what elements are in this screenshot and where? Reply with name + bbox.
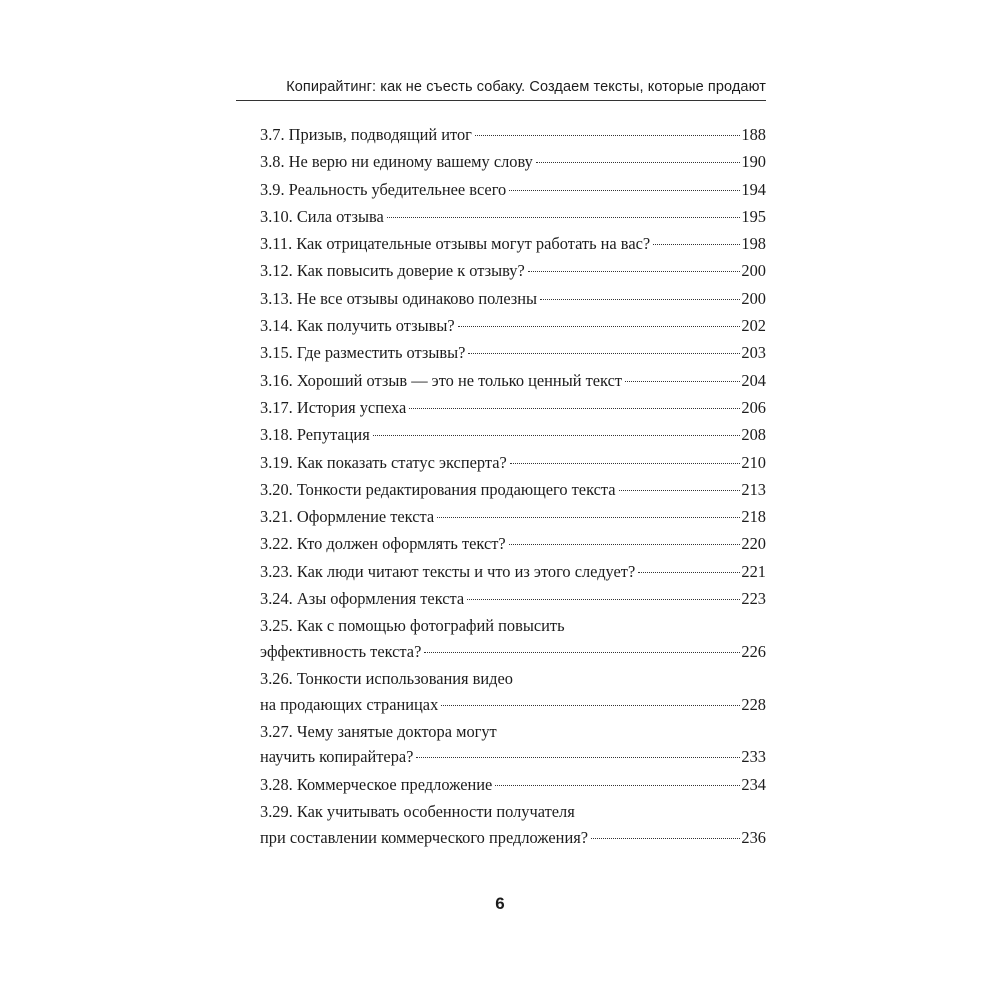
toc-entry-title: 3.20. Тонкости редактирования продающего текста	[260, 479, 616, 499]
toc-entry-line	[260, 586, 766, 612]
toc-entry	[260, 395, 766, 421]
dot-leader	[437, 517, 740, 518]
toc-entry	[260, 450, 766, 476]
toc-entry-title: эффективность текста?	[260, 641, 422, 661]
toc-entry-line	[260, 504, 766, 530]
toc-entry	[260, 504, 766, 530]
toc-entry-line	[260, 559, 766, 585]
dot-leader	[509, 544, 741, 545]
toc-entry-line	[260, 231, 766, 257]
toc-entry-page-number: 203	[741, 343, 766, 363]
toc-entry-title: 3.22. Кто должен оформлять текст?	[260, 534, 506, 554]
dot-leader	[373, 435, 741, 436]
dot-leader	[468, 353, 740, 354]
toc-entry-page-number: 226	[741, 641, 766, 661]
dot-leader	[467, 599, 740, 600]
toc-entry-page-number: 198	[741, 234, 766, 254]
toc-entry	[260, 286, 766, 312]
toc-entry-title: 3.24. Азы оформления текста	[260, 589, 465, 609]
toc-entry	[260, 719, 766, 770]
toc-entry-page-number: 221	[741, 561, 766, 581]
dot-leader	[387, 217, 741, 218]
toc-entry	[260, 204, 766, 230]
toc-entry-line	[260, 422, 766, 448]
dot-leader	[540, 299, 740, 300]
toc-entry-page-number: 233	[741, 747, 766, 767]
toc-entry-title: 3.13. Не все отзывы одинаково полезны	[260, 288, 538, 308]
toc-entry-page-number: 234	[741, 774, 766, 794]
toc-entry-page-number: 210	[741, 452, 766, 472]
dot-leader	[424, 652, 740, 653]
toc-entry	[260, 258, 766, 284]
toc-entry-title-line: 3.29. Как учитывать особенности получателя	[260, 802, 575, 822]
toc-entry	[260, 772, 766, 798]
toc-entry-title: 3.19. Как показать статус эксперта?	[260, 452, 507, 472]
toc-entry	[260, 799, 766, 850]
toc-entry-line	[260, 639, 766, 665]
toc-entry-title: 3.28. Коммерческое предложение	[260, 774, 493, 794]
toc-entry-title: при составлении коммерческого предложения?	[260, 827, 589, 847]
toc-entry	[260, 586, 766, 612]
toc-entry-line	[260, 149, 766, 175]
running-head: Копирайтинг: как не съесть собаку. Создаем тексты, которые продают	[286, 79, 766, 95]
toc-entry-line	[260, 313, 766, 339]
toc-entry-page-number: 206	[741, 397, 766, 417]
toc-entry-page-number: 208	[741, 425, 766, 445]
toc-entry-title-line: 3.26. Тонкости использования видео	[260, 669, 513, 689]
dot-leader	[495, 785, 740, 786]
toc-entry-page-number: 213	[741, 479, 766, 499]
toc-entry	[260, 559, 766, 585]
dot-leader	[458, 326, 741, 327]
toc-entry-title: 3.18. Репутация	[260, 425, 370, 445]
toc-entry-line	[260, 395, 766, 421]
toc-entry-title: 3.9. Реальность убедительнее всего	[260, 179, 507, 199]
toc-entry-line	[260, 825, 766, 851]
toc-entry	[260, 231, 766, 257]
dot-leader	[409, 408, 740, 409]
dot-leader	[441, 705, 740, 706]
toc-entry	[260, 531, 766, 557]
toc-entry-line	[260, 477, 766, 503]
toc-entry-page-number: 204	[741, 370, 766, 390]
dot-leader	[475, 135, 741, 136]
toc-entry	[260, 666, 766, 717]
toc-entry-title: 3.11. Как отрицательные отзывы могут работать на вас?	[260, 234, 651, 254]
toc-entry	[260, 313, 766, 339]
toc-entry-line	[260, 204, 766, 230]
toc-entry-title: 3.12. Как повысить доверие к отзыву?	[260, 261, 525, 281]
dot-leader	[416, 757, 740, 758]
header-rule	[236, 100, 766, 101]
toc-entry-title: 3.17. История успеха	[260, 397, 407, 417]
dot-leader	[653, 244, 740, 245]
dot-leader	[509, 190, 740, 191]
toc-entry-title: 3.15. Где разместить отзывы?	[260, 343, 466, 363]
dot-leader	[536, 162, 741, 163]
toc-entry	[260, 177, 766, 203]
toc-entry-title-line: 3.27. Чему занятые доктора могут	[260, 721, 497, 741]
toc-entry	[260, 422, 766, 448]
toc-entry-page-number: 190	[741, 152, 766, 172]
toc-entry-page-number: 202	[741, 316, 766, 336]
toc-entry	[260, 477, 766, 503]
toc-entry	[260, 149, 766, 175]
toc-entry-title: 3.14. Как получить отзывы?	[260, 316, 455, 336]
toc-entry-page-number: 218	[741, 507, 766, 527]
toc-entry-title: 3.10. Сила отзыва	[260, 206, 384, 226]
toc-entry-line	[260, 122, 766, 148]
toc-entry-line	[260, 692, 766, 718]
toc-entry-title: 3.8. Не верю ни единому вашему слову	[260, 152, 533, 172]
toc-entry-title: 3.23. Как люди читают тексты и что из этого следует?	[260, 561, 636, 581]
toc-entry-line	[260, 286, 766, 312]
toc-entry-page-number: 236	[741, 827, 766, 847]
toc-entry	[260, 122, 766, 148]
toc-entry-page-number: 200	[741, 288, 766, 308]
toc-entry-title: 3.7. Призыв, подводящий итог	[260, 125, 472, 144]
toc-entry-page-number: 188	[741, 125, 766, 144]
dot-leader	[510, 463, 741, 464]
toc-entry-page-number: 194	[741, 179, 766, 199]
toc-entry-line	[260, 340, 766, 366]
toc-entry-title: 3.21. Оформление текста	[260, 507, 435, 527]
dot-leader	[638, 572, 740, 573]
toc-entry-title-line: 3.25. Как с помощью фотографий повысить	[260, 616, 565, 636]
toc-entry-line	[260, 177, 766, 203]
toc-entry-line	[260, 450, 766, 476]
toc-entry	[260, 340, 766, 366]
dot-leader	[528, 271, 741, 272]
toc-entry-line	[260, 772, 766, 798]
toc-entry-page-number: 200	[741, 261, 766, 281]
toc-entry	[260, 368, 766, 394]
toc-entry-title: на продающих страницах	[260, 694, 439, 714]
toc-entry-title: 3.16. Хороший отзыв — это не только ценный текст	[260, 370, 623, 390]
dot-leader	[619, 490, 741, 491]
toc-entry-page-number: 220	[741, 534, 766, 554]
toc-entry-line	[260, 744, 766, 770]
page-number: 6	[495, 894, 505, 913]
dot-leader	[591, 838, 740, 839]
toc-entry-line	[260, 258, 766, 284]
toc-entry-title: научить копирайтера?	[260, 747, 414, 767]
table-of-contents	[260, 122, 766, 852]
toc-entry-line	[260, 531, 766, 557]
toc-entry	[260, 613, 766, 664]
dot-leader	[625, 381, 740, 382]
toc-entry-page-number: 228	[741, 694, 766, 714]
toc-entry-page-number: 195	[741, 206, 766, 226]
toc-entry-page-number: 223	[741, 589, 766, 609]
toc-entry-line	[260, 368, 766, 394]
